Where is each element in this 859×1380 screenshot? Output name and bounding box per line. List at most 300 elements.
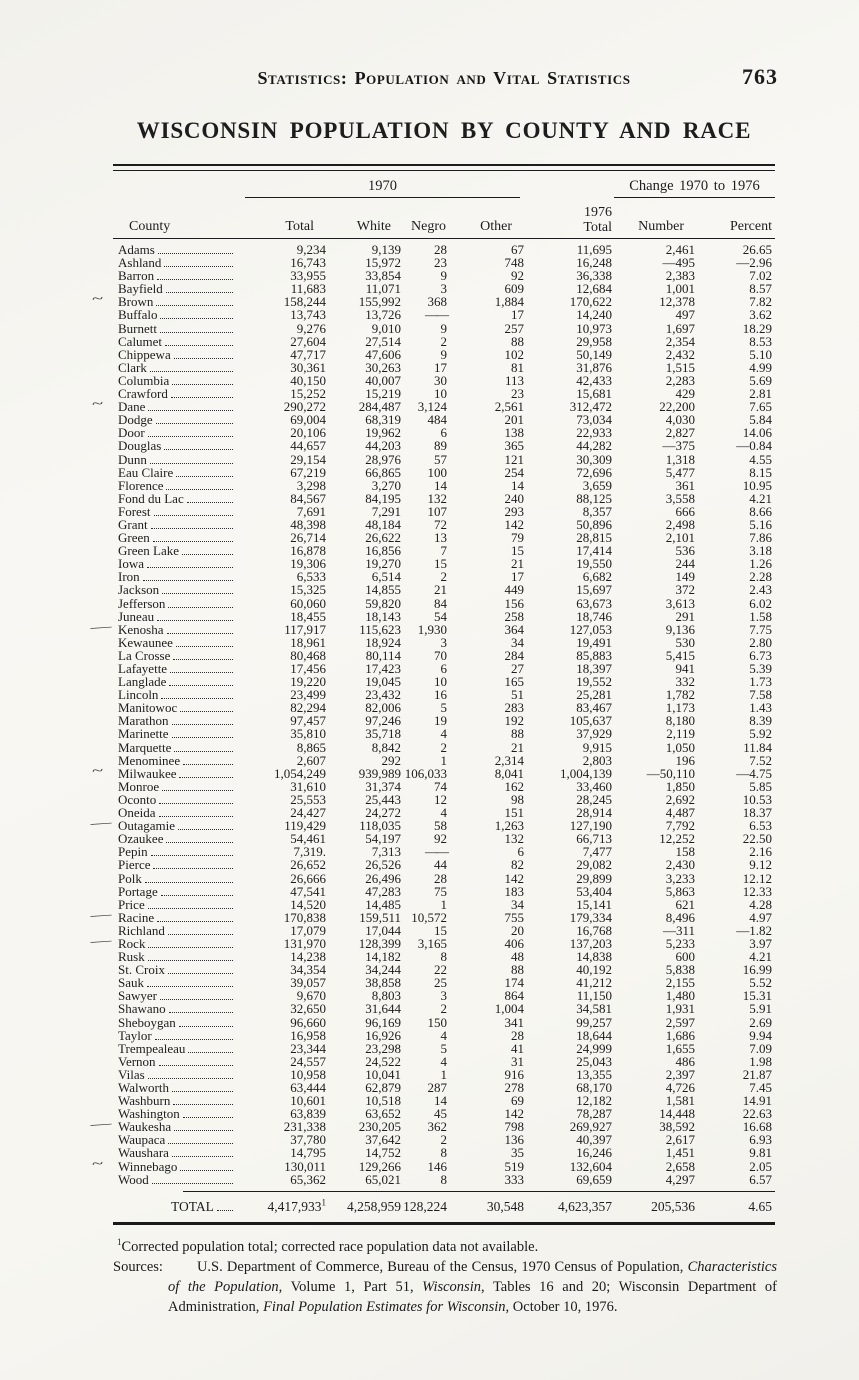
total-1976-cell: 137,203: [569, 935, 612, 951]
change-number-cell: —311: [662, 922, 695, 938]
negro-cell: 12: [434, 791, 447, 807]
column-header-1976-total-line1: 1976: [584, 205, 612, 220]
negro-cell: 70: [434, 647, 447, 663]
total-1976-cell: 73,034: [576, 412, 612, 428]
change-percent-cell: 10.95: [742, 477, 772, 493]
negro-cell: 287: [427, 1080, 447, 1095]
change-number-cell: 2,498: [665, 516, 695, 532]
other-cell: 79: [511, 530, 524, 546]
change-number-cell: 5,863: [665, 883, 695, 899]
county-name: Polk: [118, 870, 142, 886]
change-number-cell: 2,155: [665, 975, 695, 991]
other-cell: 27: [511, 661, 524, 676]
negro-cell: 15: [434, 922, 447, 938]
total-1976-cell: 78,287: [576, 1106, 612, 1122]
dot-leader: [164, 449, 233, 450]
other-cell: 151: [504, 805, 524, 821]
total-1970-cell: 1,054,249: [274, 765, 326, 781]
dot-leader: [178, 829, 233, 830]
county-name: Florence: [118, 477, 164, 493]
total-1976-cell: 83,467: [576, 700, 612, 716]
dot-leader: [168, 1143, 233, 1144]
other-cell: 138: [504, 425, 524, 441]
table-row: [113, 610, 775, 623]
change-percent-cell: 4.55: [749, 451, 772, 467]
total-1976-cell: 24,999: [576, 1040, 612, 1056]
total-1976-cell: 13,355: [576, 1066, 612, 1082]
total-1976-cell: 99,257: [576, 1014, 612, 1030]
change-percent-cell: 2.69: [749, 1014, 772, 1030]
white-cell: 44,203: [365, 438, 401, 454]
county-cell: [113, 439, 235, 452]
negro-cell: 72: [434, 516, 447, 532]
total-1970-cell: 97,457: [290, 713, 326, 729]
negro-cell: 74: [434, 778, 447, 794]
other-cell: 609: [504, 281, 524, 297]
column-header-negro: Negro: [411, 219, 446, 234]
county-name: Sauk: [118, 975, 144, 991]
white-cell: 11,071: [365, 281, 401, 297]
change-percent-cell: 2.05: [749, 1158, 772, 1174]
total-1976-cell: 22,933: [576, 425, 612, 441]
change-percent-cell: 4.28: [749, 896, 772, 912]
white-cell: 19,270: [365, 556, 401, 572]
total-1970-cell: 15,325: [290, 582, 326, 598]
change-number-cell: 1,581: [665, 1093, 695, 1109]
white-cell: 34,244: [365, 962, 401, 978]
change-number-cell: 497: [675, 307, 695, 323]
county-cell: [113, 1029, 235, 1042]
negro-cell: 6: [440, 425, 447, 441]
negro-cell: 5: [440, 700, 447, 716]
table-row: [113, 1055, 775, 1068]
change-percent-cell: —1.82: [736, 922, 772, 938]
county-cell: [113, 727, 235, 740]
county-name: Outagamie: [118, 818, 176, 834]
white-cell: 115,623: [359, 621, 401, 637]
white-cell: 35,718: [365, 726, 401, 742]
negro-cell: 4: [440, 1053, 447, 1069]
total-1976-cell: 7,477: [582, 844, 612, 860]
county-cell: [113, 466, 235, 479]
total-1970-cell: 9,670: [296, 988, 326, 1004]
change-number-cell: 1,655: [665, 1040, 695, 1056]
total-1970-cell: 10,958: [290, 1066, 326, 1082]
county-name: Dane: [118, 399, 146, 415]
county-cell: [113, 348, 235, 361]
total-1976-cell: 50,896: [576, 516, 612, 532]
other-cell: 254: [504, 464, 524, 480]
county-name: Winnebago: [118, 1158, 178, 1174]
change-percent-cell: 21.87: [742, 1066, 772, 1082]
dot-leader: [151, 528, 233, 529]
county-cell: [113, 335, 235, 348]
white-cell: 30,263: [365, 359, 401, 375]
table-row: [113, 348, 775, 361]
total-1970-cell: 7,319.: [293, 844, 326, 860]
other-cell: 15: [511, 543, 524, 559]
dot-leader: [179, 777, 233, 778]
total-1970-cell: 16,743: [290, 255, 326, 271]
county-cell: [113, 492, 235, 505]
change-percent-cell: 7.58: [749, 687, 772, 703]
other-cell: 20: [511, 922, 524, 938]
total-1970-cell: 17,456: [290, 661, 326, 676]
county-name: Brown: [118, 294, 154, 310]
change-percent-cell: 4.99: [749, 359, 772, 375]
white-cell: 6,514: [371, 569, 401, 585]
total-1970-cell: 16,878: [290, 543, 326, 559]
county-name: La Crosse: [118, 647, 171, 663]
total-1976-cell: 29,958: [576, 333, 612, 349]
county-name: Chippewa: [118, 346, 171, 362]
change-percent-cell: 8.53: [749, 333, 772, 349]
total-1976-cell: 29,082: [576, 857, 612, 873]
total-1970-cell: 30,361: [290, 359, 326, 375]
total-1976-cell: 15,141: [576, 896, 612, 912]
change-percent-cell: 4.21: [749, 949, 772, 965]
county-name: Adams: [118, 242, 155, 257]
dot-leader: [173, 1104, 233, 1105]
total-1970-cell: 80,468: [290, 647, 326, 663]
total-number-cell: 205,536: [651, 1198, 695, 1214]
negro-cell: 6: [440, 661, 447, 676]
total-1970-cell: 2,607: [296, 752, 326, 768]
change-number-cell: 1,782: [665, 687, 695, 703]
dot-leader: [160, 332, 233, 333]
county-cell: [113, 858, 235, 871]
county-cell: [113, 597, 235, 610]
county-cell: [113, 898, 235, 911]
table-row: [113, 361, 775, 374]
negro-cell: 3: [440, 281, 447, 297]
footnote-marker: 1: [321, 1197, 326, 1208]
total-1976-cell: 25,281: [576, 687, 612, 703]
county-cell: [113, 453, 235, 466]
white-cell: 292: [381, 752, 401, 768]
negro-cell: 132: [427, 490, 447, 506]
negro-cell: 4: [440, 805, 447, 821]
white-cell: 82,006: [365, 700, 401, 716]
dot-leader: [173, 659, 233, 660]
county-name: Fond du Lac: [118, 490, 184, 506]
white-cell: 80,114: [365, 647, 401, 663]
total-1970-cell: 19,306: [290, 556, 326, 572]
county-name: Douglas: [118, 438, 162, 454]
county-name: Sheboygan: [118, 1014, 176, 1030]
negro-cell: 10: [434, 674, 447, 690]
dot-leader: [172, 1156, 233, 1157]
negro-cell: 5: [440, 1040, 447, 1056]
change-percent-cell: 1.43: [749, 700, 772, 716]
margin-pencil-mark: —: [89, 619, 113, 636]
other-cell: 519: [504, 1158, 524, 1174]
total-1976-cell: 18,746: [576, 608, 612, 624]
change-percent-cell: —2.96: [736, 255, 772, 271]
other-cell: 142: [504, 516, 524, 532]
change-percent-cell: 14.91: [742, 1093, 772, 1109]
other-cell: 1,884: [494, 294, 524, 310]
negro-cell: 54: [434, 608, 447, 624]
negro-cell: 8: [440, 1171, 447, 1187]
total-1976-cell: 42,433: [576, 372, 612, 388]
dot-leader: [154, 515, 234, 516]
change-number-cell: 4,030: [665, 412, 695, 428]
total-1976-cell: 9,915: [582, 739, 612, 755]
change-number-cell: 149: [675, 569, 695, 585]
other-cell: 1,263: [494, 818, 524, 834]
county-cell: [113, 583, 235, 596]
table-row: [113, 727, 775, 740]
dot-leader: [155, 1039, 233, 1040]
change-number-cell: 941: [675, 661, 695, 676]
group-header-change: Change 1970 to 1976: [614, 178, 775, 198]
change-percent-cell: 9.94: [749, 1027, 772, 1043]
change-number-cell: 486: [675, 1053, 695, 1069]
negro-cell: 150: [427, 1014, 447, 1030]
change-number-cell: 2,283: [665, 372, 695, 388]
other-cell: 293: [504, 503, 524, 519]
other-cell: 278: [504, 1080, 524, 1095]
white-cell: 59,820: [365, 595, 401, 611]
white-cell: 17,423: [365, 661, 401, 676]
footnote-1: [113, 1237, 777, 1257]
total-1970-cell: 9,276: [296, 320, 326, 336]
county-name: Ozaukee: [118, 831, 164, 847]
change-number-cell: 196: [675, 752, 695, 768]
change-number-cell: 2,354: [665, 333, 695, 349]
total-1970-cell: 7,691: [296, 503, 326, 519]
other-cell: 88: [511, 333, 524, 349]
total-1970-cell: 19,220: [290, 674, 326, 690]
county-name: Bayfield: [118, 281, 163, 297]
other-cell: 136: [504, 1132, 524, 1148]
white-cell: 47,283: [365, 883, 401, 899]
change-percent-cell: 5.10: [749, 346, 772, 362]
negro-cell: 1: [440, 896, 447, 912]
dot-leader: [161, 895, 233, 896]
other-cell: 88: [511, 726, 524, 742]
dot-leader: [180, 711, 233, 712]
county-name: Pierce: [118, 857, 151, 873]
change-percent-cell: 7.86: [749, 530, 772, 546]
change-percent-cell: 5.52: [749, 975, 772, 991]
other-cell: 28: [511, 1027, 524, 1043]
county-name: Vilas: [118, 1066, 145, 1082]
dot-leader: [170, 672, 233, 673]
negro-cell: 2: [440, 333, 447, 349]
total-1976-cell: 1,004,139: [560, 765, 612, 781]
total-1976-cell: 53,404: [576, 883, 612, 899]
change-number-cell: 4,726: [665, 1080, 695, 1095]
change-number-cell: 1,515: [665, 359, 695, 375]
other-cell: 449: [504, 582, 524, 598]
table-bottom-rule: [113, 1222, 775, 1225]
dot-leader: [172, 384, 233, 385]
other-cell: 102: [504, 346, 524, 362]
dot-leader: [172, 1091, 233, 1092]
change-number-cell: —495: [662, 255, 695, 271]
total-1970-cell: 18,961: [290, 634, 326, 650]
total-1976-cell: 68,170: [576, 1080, 612, 1095]
negro-cell: 58: [434, 818, 447, 834]
total-white-cell: 4,258,959: [347, 1198, 401, 1214]
negro-cell: 106,033: [404, 765, 447, 781]
county-name: Taylor: [118, 1027, 152, 1043]
negro-cell: 368: [427, 294, 447, 310]
total-1976-cell: 15,681: [576, 386, 612, 402]
change-number-cell: 8,180: [665, 713, 695, 729]
total-1970-cell: 26,666: [290, 870, 326, 886]
sources-text: U.S. Department of Commerce, Bureau of the Census, 1970 Census of Population, Characteristics of the Population, Volume 1, Part 51, Wisconsin, Tables 16 and 20; Wisconsin Department of Administration, Final Population Estimates for Wisconsin, October 10, 1976.: [168, 1259, 777, 1315]
other-cell: 1,004: [494, 1001, 524, 1017]
white-cell: 18,924: [365, 634, 401, 650]
white-cell: 84,195: [365, 490, 401, 506]
negro-cell: 4: [440, 1027, 447, 1043]
table-row: [113, 636, 775, 649]
table-row: [113, 1146, 775, 1159]
table-row: [90, 763, 775, 781]
total-1976-cell: 269,927: [569, 1119, 612, 1135]
change-number-cell: 2,101: [665, 530, 695, 546]
county-name: Waupaca: [118, 1132, 166, 1148]
negro-cell: 44: [434, 857, 447, 873]
white-cell: 159,511: [359, 909, 401, 925]
white-cell: 14,855: [365, 582, 401, 598]
total-1970-cell: 26,652: [290, 857, 326, 873]
table-row: [113, 1173, 775, 1186]
white-cell: 31,374: [365, 778, 401, 794]
county-name: Milwaukee: [118, 765, 177, 781]
dot-leader: [174, 751, 233, 752]
county-name: Columbia: [118, 372, 170, 388]
county-name: Oconto: [118, 791, 157, 807]
white-cell: 16,856: [365, 543, 401, 559]
county-cell: [113, 1002, 235, 1015]
change-percent-cell: 3.62: [749, 307, 772, 323]
total-1976-cell: 41,212: [576, 975, 612, 991]
page-title: WISCONSIN POPULATION BY COUNTY AND RACE: [136, 118, 752, 143]
table-row: [113, 754, 775, 767]
table-row: [113, 335, 775, 348]
negro-cell: 17: [434, 359, 447, 375]
total-1976-cell: 2,803: [582, 752, 612, 768]
other-cell: 284: [504, 647, 524, 663]
total-1976-cell: 28,914: [576, 805, 612, 821]
county-name: Kewaunee: [118, 634, 173, 650]
change-percent-cell: 12.33: [742, 883, 772, 899]
population-table: [89, 164, 775, 1225]
change-number-cell: 530: [675, 634, 695, 650]
total-1976-cell: 18,644: [576, 1027, 612, 1043]
county-name: Racine: [118, 909, 155, 925]
dot-leader: [167, 633, 234, 634]
change-percent-cell: 3.18: [749, 543, 772, 559]
other-cell: 17: [511, 569, 524, 585]
change-number-cell: 2,461: [665, 242, 695, 257]
white-cell: 9,139: [371, 242, 401, 257]
county-name: Rock: [118, 935, 146, 951]
other-cell: 406: [504, 935, 524, 951]
negro-cell: 25: [434, 975, 447, 991]
white-cell: 66,865: [365, 464, 401, 480]
county-name: Burnett: [118, 320, 157, 336]
total-1970-cell: 13,743: [290, 307, 326, 323]
other-cell: 2,561: [494, 399, 524, 415]
change-number-cell: 621: [675, 896, 695, 912]
other-cell: 34: [511, 634, 524, 650]
dot-leader: [156, 305, 233, 306]
dot-leader: [158, 253, 233, 254]
margin-pencil-mark: ~: [90, 1156, 105, 1172]
other-cell: 798: [504, 1119, 524, 1135]
total-1970-cell: 11,683: [290, 281, 326, 297]
change-percent-cell: 5.91: [749, 1001, 772, 1017]
county-name: Dodge: [118, 412, 153, 428]
footnote-text: Corrected population total; corrected race population data not available.: [121, 1239, 539, 1255]
county-name: Eau Claire: [118, 464, 174, 480]
white-cell: 68,319: [365, 412, 401, 428]
white-cell: 31,644: [365, 1001, 401, 1017]
total-1976-cell: 30,309: [576, 451, 612, 467]
change-number-cell: 1,050: [665, 739, 695, 755]
total-1976-cell: 63,673: [576, 595, 612, 611]
table-row: [113, 439, 775, 452]
county-cell: [113, 636, 235, 649]
white-cell: 19,045: [365, 674, 401, 690]
change-number-cell: 9,136: [665, 621, 695, 637]
county-name: Menominee: [118, 752, 181, 768]
total-1970-cell: 9,234: [296, 242, 326, 257]
white-cell: 27,514: [365, 333, 401, 349]
other-cell: 755: [504, 909, 524, 925]
negro-cell: 1: [440, 1066, 447, 1082]
change-percent-cell: 7.52: [749, 752, 772, 768]
total-1970-cell: 8,865: [296, 739, 326, 755]
negro-cell: 10: [434, 386, 447, 402]
negro-cell: 3,165: [417, 935, 447, 951]
total-other-cell: 30,548: [486, 1198, 524, 1214]
change-number-cell: 1,850: [665, 778, 695, 794]
white-cell: 8,803: [371, 988, 401, 1004]
white-cell: 939,989: [358, 765, 401, 781]
total-1976-cell: 3,659: [582, 477, 612, 493]
change-number-cell: 332: [675, 674, 695, 690]
county-name: Washburn: [118, 1093, 171, 1109]
county-name: Ashland: [118, 255, 162, 271]
running-head: Statistics: Population and Vital Statistics: [257, 68, 631, 88]
dot-leader: [159, 816, 233, 817]
white-cell: 37,642: [365, 1132, 401, 1148]
county-cell: [113, 1173, 235, 1186]
total-negro-cell: 128,224: [403, 1198, 447, 1214]
table-row: [113, 858, 775, 871]
change-number-cell: 12,252: [659, 831, 695, 847]
dot-leader: [176, 646, 233, 647]
change-percent-cell: 22.63: [742, 1106, 772, 1122]
table-row: [113, 466, 775, 479]
table-row: [113, 453, 775, 466]
table-top-rule: [113, 164, 775, 171]
white-cell: 17,044: [365, 922, 401, 938]
change-percent-cell: 8.57: [749, 281, 772, 297]
change-percent-cell: 3.97: [749, 935, 772, 951]
negro-cell: 3: [440, 988, 447, 1004]
county-cell: [113, 885, 235, 898]
total-1976-cell: 6,682: [582, 569, 612, 585]
white-cell: 14,752: [365, 1145, 401, 1161]
table-row: [113, 1042, 775, 1055]
